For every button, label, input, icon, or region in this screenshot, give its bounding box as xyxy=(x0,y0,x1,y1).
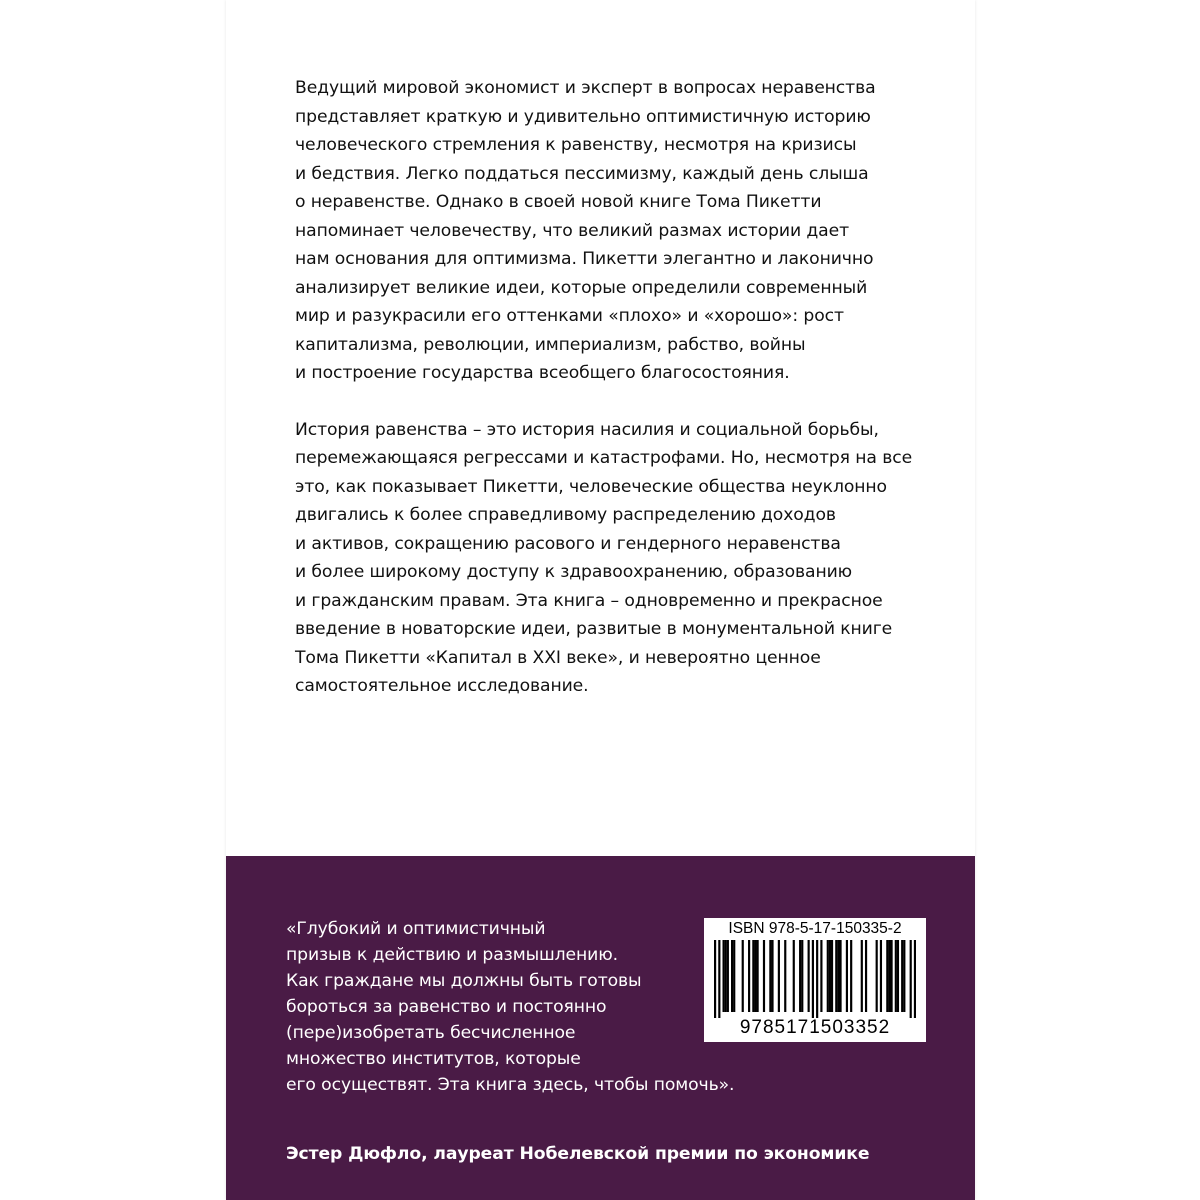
barcode-bar xyxy=(778,940,780,1012)
purple-quote-band xyxy=(226,856,975,1200)
quote-line: «Глубокий и оптимистичный xyxy=(286,919,546,939)
text-line: и активов, сокращению расового и гендерного неравенства xyxy=(295,533,841,554)
barcode-bars xyxy=(714,940,916,1018)
barcode-bar xyxy=(829,940,831,1012)
barcode-bar xyxy=(850,940,852,1012)
quote-line: его осуществят. Эта книга здесь, чтобы помочь». xyxy=(286,1075,735,1095)
barcode-bar xyxy=(771,940,773,1012)
description-text xyxy=(295,74,935,701)
text-line: напоминает человечеству, что великий размах истории дает xyxy=(295,220,850,241)
barcode-bar xyxy=(714,940,716,1018)
barcode-bar xyxy=(888,940,890,1012)
text-line: двигались к более справедливому распределению доходов xyxy=(295,505,836,525)
quote-line: бороться за равенство и постоянно xyxy=(286,997,607,1017)
paragraph-gap xyxy=(295,388,935,416)
barcode-bar xyxy=(799,940,801,1012)
barcode-bar xyxy=(846,940,848,1012)
barcode-bar xyxy=(769,940,771,1012)
paragraph-1 xyxy=(295,74,935,388)
quote-line: призыв к действию и размышлению. xyxy=(286,945,618,965)
text-line: и гражданским правам. Эта книга – одновременно и прекрасное xyxy=(295,590,883,611)
barcode-bar xyxy=(748,940,750,1012)
barcode-bar xyxy=(727,940,729,1012)
barcode-bar xyxy=(757,940,759,1012)
barcode-bar xyxy=(718,940,720,1018)
barcode-bar xyxy=(723,940,725,1012)
barcode-bar xyxy=(903,940,905,1012)
barcode-bar xyxy=(831,940,833,1012)
barcode-bar xyxy=(835,940,837,1012)
paragraph-2 xyxy=(295,416,935,701)
barcode-bar xyxy=(865,940,867,1012)
barcode-bar xyxy=(733,940,735,1012)
barcode-bar xyxy=(784,940,786,1012)
barcode-bar xyxy=(886,940,888,1012)
text-line: нам основания для оптимизма. Пикетти элегантно и лаконично xyxy=(295,249,874,269)
text-line: самостоятельное исследование. xyxy=(295,676,589,696)
text-line: Ведущий мировой экономист и эксперт в вопросах неравенства xyxy=(295,78,876,98)
barcode-bar xyxy=(895,940,897,1012)
quote-line: (пере)изобретать бесчисленное xyxy=(286,1023,576,1043)
barcode-bar xyxy=(839,940,841,1012)
barcode-bar xyxy=(837,940,839,1012)
text-line: представляет краткую и удивительно оптимистичную историю xyxy=(295,106,871,127)
quote-attribution: Эстер Дюфло, лауреат Нобелевской премии по экономике xyxy=(286,1144,870,1164)
barcode-bar xyxy=(763,940,765,1012)
barcode-bar xyxy=(742,940,744,1012)
barcode-bar xyxy=(901,940,903,1012)
text-line: перемежающаяся регрессами и катастрофами. Но, несмотря на все xyxy=(295,448,913,468)
quote-line: Как граждане мы должны быть готовы xyxy=(286,971,642,991)
barcode-bar xyxy=(880,940,882,1012)
barcode-bar xyxy=(827,940,829,1012)
barcode-bar xyxy=(754,940,756,1012)
text-line: это, как показывает Пикетти, человеческие общества неуклонно xyxy=(295,476,887,497)
text-line: человеческого стремления к равенству, несмотря на кризисы xyxy=(295,135,857,155)
barcode-bar xyxy=(801,940,803,1012)
text-line: и построение государства всеобщего благосостояния. xyxy=(295,363,790,383)
text-line: История равенства – это история насилия и социальной борьбы, xyxy=(295,419,879,440)
barcode-bar xyxy=(897,940,899,1012)
barcode-bar xyxy=(725,940,727,1012)
barcode-bar xyxy=(910,940,912,1018)
barcode-bar xyxy=(861,940,863,1012)
text-line: о неравенстве. Однако в своей новой книге Тома Пикетти xyxy=(295,192,822,212)
barcode-bar xyxy=(820,940,822,1012)
text-line: и более широкому доступу к здравоохранению, образованию xyxy=(295,562,853,582)
barcode-bar xyxy=(731,940,733,1012)
text-line: капитализма, революции, империализм, рабство, войны xyxy=(295,334,806,355)
quote-line: множество институтов, которые xyxy=(286,1049,581,1069)
isbn-barcode xyxy=(704,918,926,1042)
barcode-bar xyxy=(752,940,754,1012)
barcode-bar xyxy=(793,940,795,1012)
barcode-bar xyxy=(816,940,818,1018)
barcode-digits: 9785171503352 xyxy=(739,1017,891,1038)
barcode-bar xyxy=(812,940,814,1018)
text-line: и бедствия. Легко поддаться пессимизму, каждый день слыша xyxy=(295,163,869,184)
barcode-bar xyxy=(890,940,892,1012)
text-line: введение в новаторские идеи, развитые в монументальной книге xyxy=(295,619,893,639)
text-line: мир и разукрасили его оттенками «плохо» и «хорошо»: рост xyxy=(295,306,844,326)
barcode-bar xyxy=(808,940,810,1012)
book-back-cover xyxy=(226,0,975,1200)
barcode-bar xyxy=(876,940,878,1012)
text-line: Тома Пикетти «Капитал в XXI веке», и невероятно ценное xyxy=(295,647,821,668)
text-line: анализирует великие идеи, которые определили современный xyxy=(295,277,868,298)
barcode-bar xyxy=(914,940,916,1018)
isbn-label: ISBN 978-5-17-150335-2 xyxy=(728,920,902,937)
